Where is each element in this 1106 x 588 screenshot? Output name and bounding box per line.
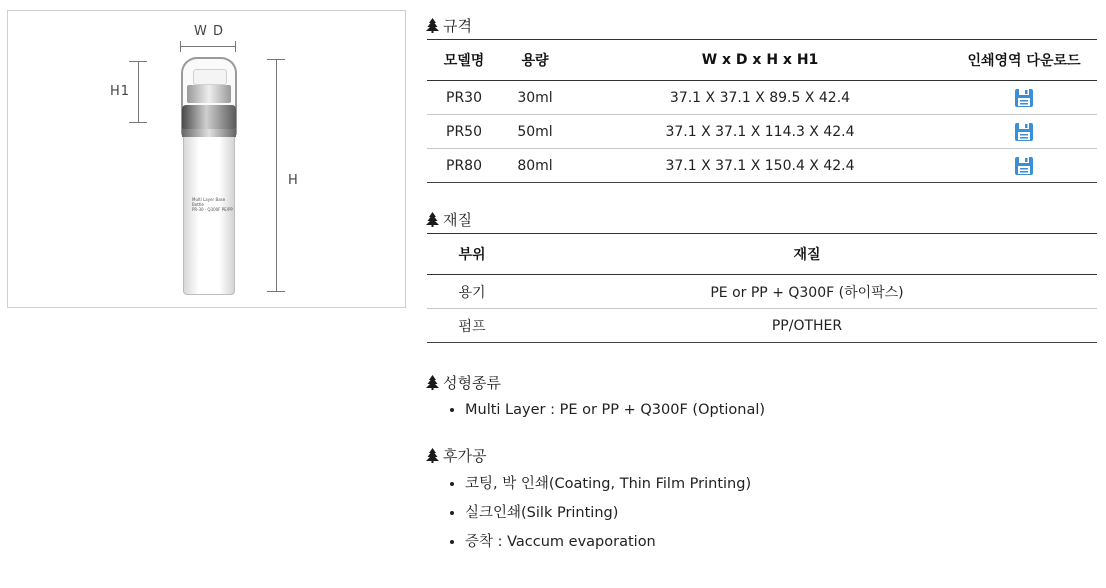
tree-icon — [426, 18, 439, 33]
spec-header-model: 모델명 — [427, 40, 501, 81]
floppy-disk-icon[interactable] — [1014, 88, 1034, 108]
dim-label-h: H — [288, 173, 299, 188]
dim-label-h1: H1 — [110, 84, 131, 99]
dim-tick-h-bottom — [267, 291, 285, 292]
spec-cell-download — [951, 115, 1097, 149]
dim-tick-right — [235, 41, 236, 52]
bottle-print-line-2: PR-30 · Q300F PE/PP — [192, 207, 233, 212]
spec-cell-dims: 37.1 X 37.1 X 150.4 X 42.4 — [569, 149, 951, 183]
spec-cell-capacity: 30ml — [501, 81, 569, 115]
postprocess-list — [437, 470, 751, 557]
spec-section-title — [426, 15, 472, 36]
spec-row-pr30 — [427, 81, 1097, 115]
spec-cell-capacity: 50ml — [501, 115, 569, 149]
bottle-body — [183, 137, 235, 295]
spec-cell-model: PR50 — [427, 115, 501, 149]
tree-icon — [426, 375, 439, 390]
bottle-print-line-1: Multi Layer Base Bottle — [192, 197, 226, 207]
material-section-title — [426, 209, 472, 230]
postprocess-title-text: 후가공 — [443, 447, 487, 465]
material-cell-part: 펌프 — [427, 309, 517, 343]
list-item: • 코팅, 박 인쇄(Coating, Thin Film Printing) — [465, 470, 751, 499]
bottle-shoulder — [182, 105, 236, 131]
tree-icon — [426, 448, 439, 463]
dim-label-wd: W D — [194, 24, 224, 39]
spec-cell-download — [951, 81, 1097, 115]
molding-title-text: 성형종류 — [443, 374, 501, 392]
dim-tick-left — [180, 41, 181, 52]
material-cell-material: PP/OTHER — [517, 309, 1097, 343]
spec-cell-download — [951, 149, 1097, 183]
airless-bottle-image — [180, 57, 240, 297]
dim-tick-h-top — [267, 59, 285, 60]
material-row-pump — [427, 309, 1097, 343]
material-header-material: 재질 — [517, 234, 1097, 275]
bottle-pump-neck — [187, 85, 231, 103]
dim-line-h — [276, 59, 277, 291]
material-cell-material: PE or PP + Q300F (하이팍스) — [517, 275, 1097, 309]
material-cell-part: 용기 — [427, 275, 517, 309]
dim-line-width — [180, 46, 236, 47]
spec-title-text: 규격 — [443, 17, 472, 35]
spec-header-dims: W x D x H x H1 — [569, 40, 951, 81]
material-header-row — [427, 234, 1097, 275]
material-header-part: 부위 — [427, 234, 517, 275]
floppy-disk-icon[interactable] — [1014, 156, 1034, 176]
spec-cell-capacity: 80ml — [501, 149, 569, 183]
spec-header-capacity: 용량 — [501, 40, 569, 81]
product-image-panel — [7, 10, 406, 308]
list-item: • 실크인쇄(Silk Printing) — [465, 499, 751, 528]
spec-cell-model: PR30 — [427, 81, 501, 115]
dim-tick-h1-top — [129, 61, 147, 62]
spec-cell-model: PR80 — [427, 149, 501, 183]
material-title-text: 재질 — [443, 211, 472, 229]
bottle-collar — [182, 129, 236, 137]
molding-list — [437, 396, 765, 425]
spec-table — [427, 39, 1097, 183]
dim-tick-h1-bottom — [129, 122, 147, 123]
bottle-pump-head — [193, 69, 227, 85]
material-row-container — [427, 275, 1097, 309]
material-table — [427, 233, 1097, 343]
spec-cell-dims: 37.1 X 37.1 X 89.5 X 42.4 — [569, 81, 951, 115]
list-item: • Multi Layer : PE or PP + Q300F (Optional) — [465, 396, 765, 425]
spec-row-pr50 — [427, 115, 1097, 149]
molding-section-title — [426, 372, 501, 393]
spec-header-print-area: 인쇄영역 다운로드 — [951, 40, 1097, 81]
bottle-print-text — [192, 197, 236, 212]
list-item: • 증착 : Vaccum evaporation — [465, 528, 751, 557]
spec-row-pr80 — [427, 149, 1097, 183]
floppy-disk-icon[interactable] — [1014, 122, 1034, 142]
tree-icon — [426, 212, 439, 227]
spec-cell-dims: 37.1 X 37.1 X 114.3 X 42.4 — [569, 115, 951, 149]
dim-line-h1 — [138, 61, 139, 123]
postprocess-section-title — [426, 445, 486, 466]
spec-header-row — [427, 40, 1097, 81]
